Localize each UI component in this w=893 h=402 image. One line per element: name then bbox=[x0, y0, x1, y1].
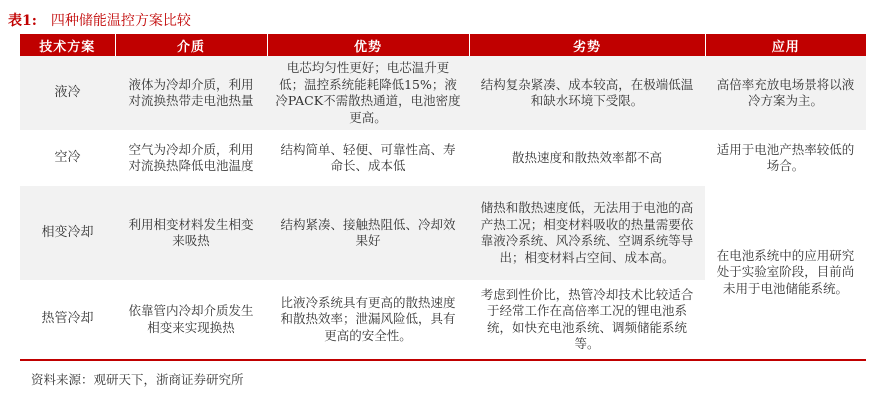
cell-disadvantage: 结构复杂紧凑、成本较高，在极端低温和缺水环境下受限。 bbox=[469, 56, 705, 130]
cell-advantage: 结构简单、轻便、可靠性高、寿命长、成本低 bbox=[267, 130, 469, 186]
header-disadvantage: 劣势 bbox=[469, 34, 705, 56]
cell-disadvantage: 散热速度和散热效率都不高 bbox=[469, 130, 705, 186]
table-header-row bbox=[20, 34, 866, 56]
cell-application: 适用于电池产热率较低的场合。 bbox=[705, 130, 866, 186]
cell-disadvantage: 储热和散热速度低，无法用于电池的高产热工况；相变材料吸收的热量需要依靠液冷系统、风冷系统、空调系统等导出；相变材料占空间、成本高。 bbox=[469, 186, 705, 280]
table-caption bbox=[8, 10, 191, 30]
comparison-table bbox=[20, 34, 866, 359]
cell-tech: 液冷 bbox=[20, 56, 115, 130]
cell-application-merged: 在电池系统中的应用研究处于实验室阶段，目前尚未用于电池储能系统。 bbox=[705, 186, 866, 359]
cell-advantage: 结构紧凑、接触热阻低、冷却效果好 bbox=[267, 186, 469, 280]
cell-application: 高倍率充放电场景将以液冷方案为主。 bbox=[705, 56, 866, 130]
cell-medium: 液体为冷却介质，利用对流换热带走电池热量 bbox=[115, 56, 267, 130]
table-row bbox=[20, 130, 866, 186]
header-medium: 介质 bbox=[115, 34, 267, 56]
cell-tech: 空冷 bbox=[20, 130, 115, 186]
cell-tech: 相变冷却 bbox=[20, 186, 115, 280]
cell-medium: 空气为冷却介质，利用对流换热降低电池温度 bbox=[115, 130, 267, 186]
cell-tech: 热管冷却 bbox=[20, 280, 115, 359]
source-note: 资料来源：观研天下，浙商证券研究所 bbox=[31, 372, 244, 387]
cell-disadvantage: 考虑到性价比，热管冷却技术比较适合于经常工作在高倍率工况的锂电池系统，如快充电池系统、调频储能系统等。 bbox=[469, 280, 705, 359]
cell-medium: 依靠管内冷却介质发生相变来实现换热 bbox=[115, 280, 267, 359]
header-tech: 技术方案 bbox=[20, 34, 115, 56]
cell-advantage: 比液冷系统具有更高的散热速度和散热效率；泄漏风险低，具有更高的安全性。 bbox=[267, 280, 469, 359]
cell-medium: 利用相变材料发生相变来吸热 bbox=[115, 186, 267, 280]
table-row bbox=[20, 186, 866, 280]
cell-advantage: 电芯均匀性更好；电芯温升更低；温控系统能耗降低15%；液冷PACK不需散热通道，电池密度更高。 bbox=[267, 56, 469, 130]
caption-title: 四种储能温控方案比较 bbox=[50, 13, 191, 29]
header-advantage: 优势 bbox=[267, 34, 469, 56]
table-bottom-rule bbox=[20, 359, 866, 361]
table-row bbox=[20, 56, 866, 130]
header-application: 应用 bbox=[705, 34, 866, 56]
caption-label: 表1: bbox=[8, 13, 37, 29]
